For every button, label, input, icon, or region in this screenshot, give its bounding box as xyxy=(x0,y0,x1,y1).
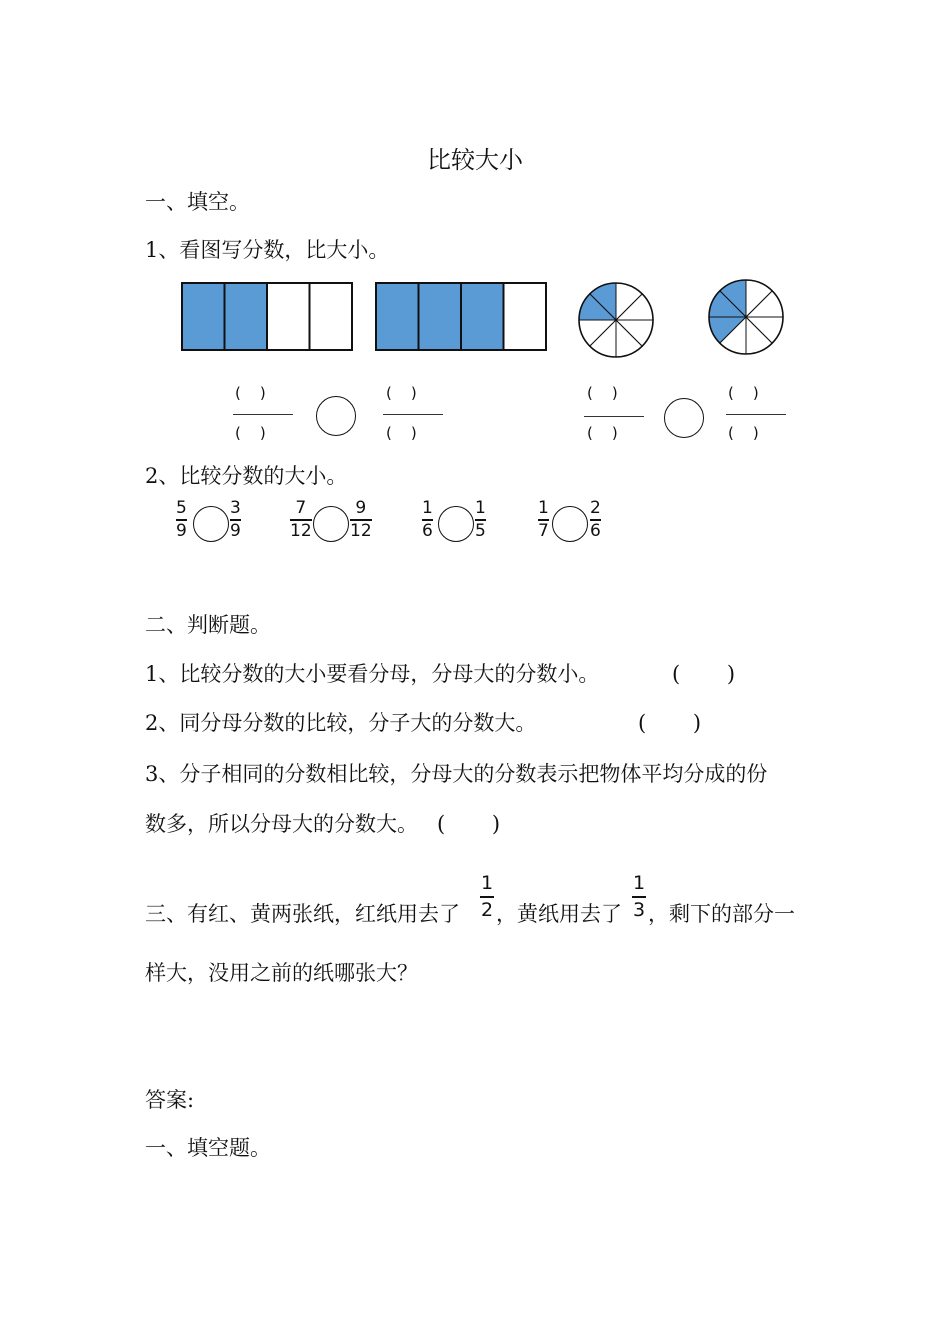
rectangle-figure-2-part-1 xyxy=(376,283,419,350)
compare-circle[interactable] xyxy=(438,506,474,542)
rectangle-figure-1-part-3 xyxy=(267,283,310,350)
numerator: 1 xyxy=(422,498,433,518)
rectangle-figure-1-part-1 xyxy=(182,283,225,350)
rectangle-figure-1-part-4 xyxy=(310,283,353,350)
blank-denominator[interactable]: ( ) xyxy=(728,424,759,442)
fraction-one-third xyxy=(632,874,646,920)
numerator: 2 xyxy=(590,498,601,518)
numerator: 1 xyxy=(632,872,646,894)
section2-heading: 二、判断题。 xyxy=(145,613,271,637)
compare-circle[interactable] xyxy=(193,506,229,542)
compare-circle[interactable] xyxy=(664,398,704,438)
fraction-left xyxy=(538,500,549,540)
judge-item-3-line1: 3、分子相同的分数相比较，分母大的分数表示把物体平均分成的份 xyxy=(145,762,768,786)
section3-text-part3: ，剩下的部分一 xyxy=(648,902,795,926)
numerator: 1 xyxy=(538,498,549,518)
numerator: 7 xyxy=(295,498,307,518)
compare-circle[interactable] xyxy=(316,396,356,436)
blank-numerator[interactable]: ( ) xyxy=(728,384,759,402)
denominator: 3 xyxy=(632,898,646,921)
fraction-right xyxy=(230,500,241,540)
judge-item-1: 1、比较分数的大小要看分母，分母大的分数小。 xyxy=(145,662,600,686)
blank-denominator[interactable]: ( ) xyxy=(386,424,417,442)
blank-denominator[interactable]: ( ) xyxy=(587,424,618,442)
denominator: 6 xyxy=(422,520,433,541)
blank-numerator[interactable]: ( ) xyxy=(587,384,618,402)
denominator: 9 xyxy=(176,520,187,541)
rectangle-figure-2-part-2 xyxy=(419,283,462,350)
question2-text: 2、比较分数的大小。 xyxy=(145,464,348,488)
figures-area xyxy=(0,0,950,380)
numerator: 1 xyxy=(480,872,494,894)
fraction-line xyxy=(726,414,786,415)
rectangle-figure-2-part-4 xyxy=(504,283,547,350)
denominator: 12 xyxy=(350,520,372,541)
section3-text-part1: 三、有红、黄两张纸，红纸用去了 xyxy=(145,902,460,926)
judge-item-3-line2: 数多，所以分母大的分数大。 xyxy=(145,812,418,836)
rectangle-figure-2-part-3 xyxy=(461,283,504,350)
fraction-left xyxy=(422,500,433,540)
blank-denominator[interactable]: ( ) xyxy=(235,424,266,442)
rectangle-figure-1-part-2 xyxy=(225,283,268,350)
numerator: 5 xyxy=(176,498,187,518)
denominator: 2 xyxy=(480,898,494,921)
fraction-left xyxy=(290,500,312,540)
section3-text-line2: 样大，没用之前的纸哪张大？ xyxy=(145,961,418,985)
section3-text-part2: ，黄纸用去了 xyxy=(496,902,622,926)
denominator: 5 xyxy=(475,520,486,541)
blank-numerator[interactable]: ( ) xyxy=(386,384,417,402)
fraction-right xyxy=(475,500,486,540)
denominator: 6 xyxy=(590,520,601,541)
fraction-left xyxy=(176,500,187,540)
fraction-one-half xyxy=(480,874,494,920)
fraction-line xyxy=(383,414,443,415)
judge-answer-2[interactable]: ( ) xyxy=(638,711,702,735)
fraction-line xyxy=(233,414,293,415)
page-title: 比较大小 xyxy=(427,146,523,174)
numerator: 1 xyxy=(475,498,486,518)
answers-heading: 答案: xyxy=(145,1088,195,1112)
numerator: 9 xyxy=(355,498,367,518)
judge-answer-1[interactable]: ( ) xyxy=(672,662,736,686)
blank-numerator[interactable]: ( ) xyxy=(235,384,266,402)
section1-heading: 一、填空。 xyxy=(145,190,250,214)
compare-circle[interactable] xyxy=(552,506,588,542)
fraction-right xyxy=(590,500,601,540)
compare-circle[interactable] xyxy=(313,506,349,542)
question1-text: 1、看图写分数，比大小。 xyxy=(145,238,390,262)
denominator: 7 xyxy=(538,520,549,541)
numerator: 3 xyxy=(230,498,241,518)
fraction-right xyxy=(350,500,372,540)
judge-item-2: 2、同分母分数的比较，分子大的分数大。 xyxy=(145,711,537,735)
denominator: 9 xyxy=(230,520,241,541)
denominator: 12 xyxy=(290,520,312,541)
answers-section1: 一、填空题。 xyxy=(145,1136,271,1160)
judge-answer-3[interactable]: ( ) xyxy=(437,812,501,836)
fraction-line xyxy=(584,416,644,417)
